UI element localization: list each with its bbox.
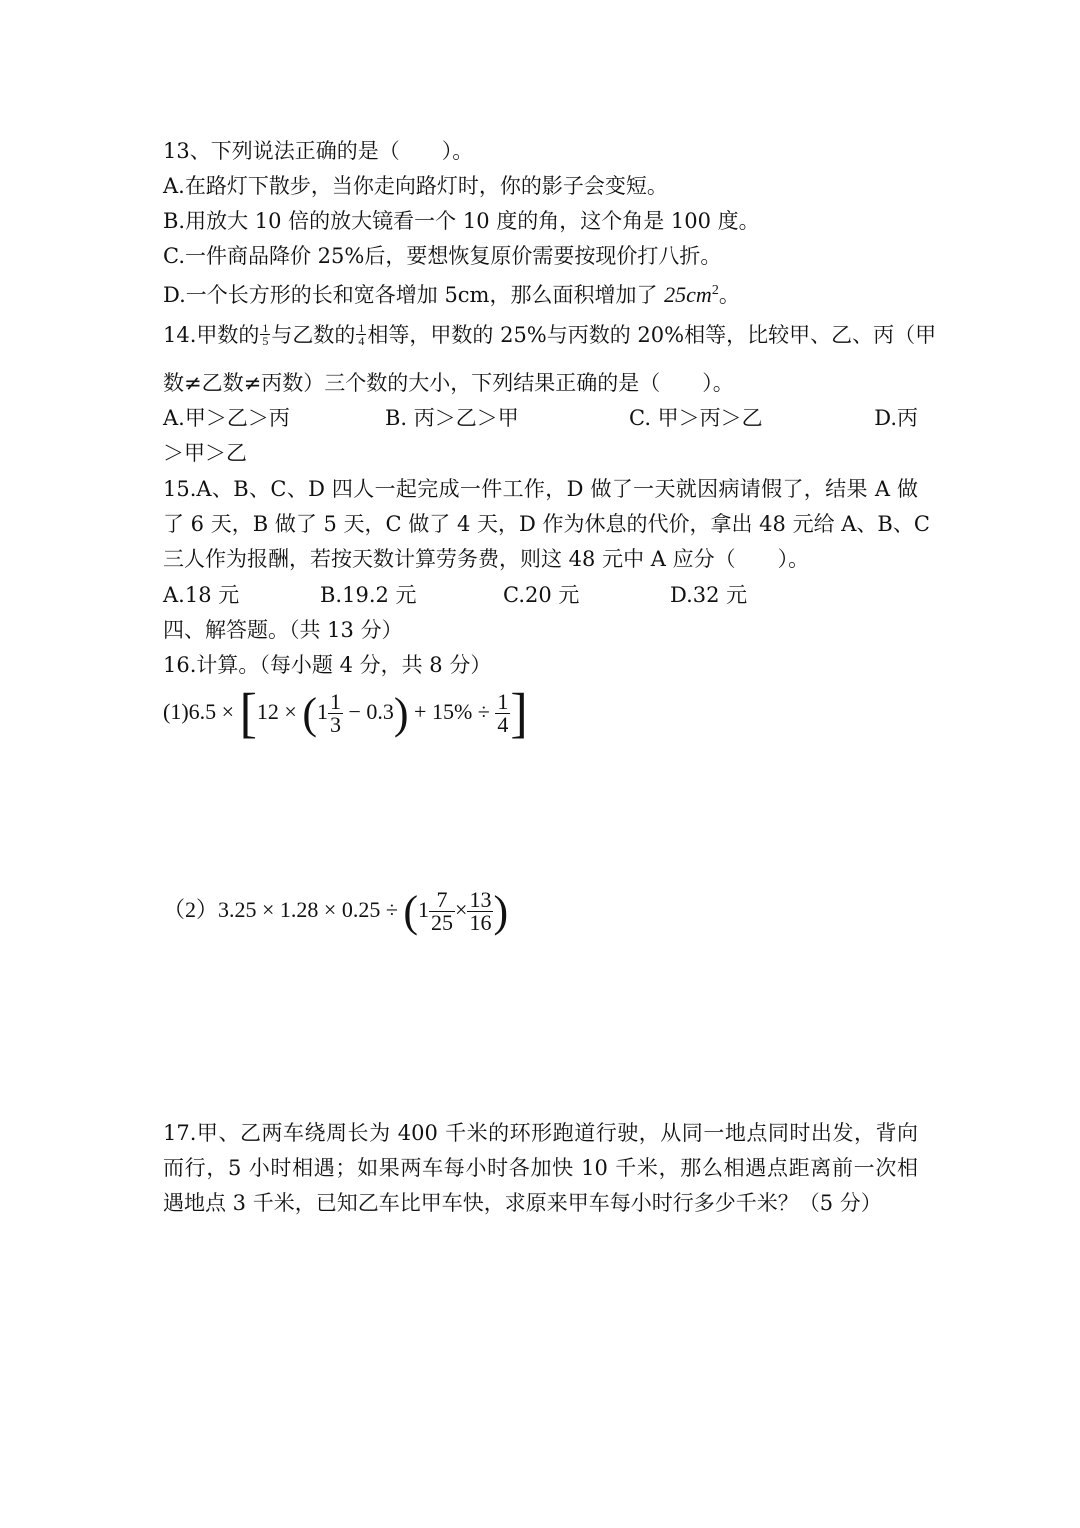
q14-text-1: 14.甲数的 (163, 323, 260, 347)
q16-e1-mixed-numerator: 1 (329, 689, 341, 715)
q13-option-d-text: D.一个长方形的长和宽各增加 5cm，那么面积增加了 (163, 283, 665, 307)
q15-option-b: B.19.2 元 (320, 583, 417, 607)
q16-e1-term-c: + 15% ÷ (408, 699, 496, 724)
q16-title: 16.计算。（每小题 4 分，共 8 分） (163, 653, 492, 677)
q14-option-a: A.甲＞乙＞丙 (163, 406, 290, 430)
q16-e1-left-paren: ( (302, 688, 317, 738)
q16-e1-mixed-whole: 1 (316, 699, 328, 724)
q15-line-1: 15.A、B、C、D 四人一起完成一件工作，D 做了一天就因病请假了，结果 A 做 (163, 477, 918, 501)
q16-e1-fraction (495, 691, 510, 736)
q16-e2-fraction-denominator: 16 (469, 910, 492, 936)
q13-option-a: A.在路灯下散步，当你走向路灯时，你的影子会变短。 (163, 174, 668, 198)
q16-e2-mixed-whole: 1 (418, 897, 430, 922)
q16-e1-right-paren: ) (393, 688, 409, 738)
q17-line-2: 而行，5 小时相遇；如果两车每小时各加快 10 千米，那么相遇点距离前一次相 (163, 1156, 918, 1180)
q16-e1-fraction-denominator: 4 (497, 712, 509, 738)
q14-option-c: C. 甲＞丙＞乙 (629, 406, 763, 430)
q16-e2-times: × (455, 897, 468, 922)
q13-option-d-math: 25cm (664, 282, 712, 307)
q14-text-3: 相等，甲数的 25%与丙数的 20%相等，比较甲、乙、丙（甲 (367, 323, 937, 347)
q16-e1-fraction-numerator: 1 (497, 689, 509, 715)
q16-e2-left-paren: ( (403, 886, 419, 936)
q15-option-a: A.18 元 (163, 583, 240, 607)
q14-option-b: B. 丙＞乙＞甲 (385, 406, 519, 430)
q13-option-b: B.用放大 10 倍的放大镜看一个 10 度的角，这个角是 100 度。 (163, 209, 760, 233)
q16-expression-2 (163, 880, 918, 940)
q16-e1-left-bracket: [ (239, 683, 257, 744)
q16-e2-mixed-numerator: 7 (429, 889, 455, 912)
q14-fraction-1 (260, 322, 270, 347)
q14-options (163, 403, 918, 433)
q14-line-1 (163, 320, 937, 350)
q16-e2-mixed-fraction (429, 889, 455, 934)
q14-fraction-1-denominator: 5 (262, 334, 269, 348)
q16-e2-label: （2）3.25 × 1.28 × 0.25 ÷ (163, 897, 404, 922)
q14-text-2: 与乙数的 (271, 323, 356, 347)
q17-line-3: 遇地点 3 千米，已知乙车比甲车快，求原来甲车每小时行多少千米？（5 分） (163, 1191, 882, 1215)
q15-line-3: 三人作为报酬，若按天数计算劳务费，则这 48 元中 A 应分（ ）。 (163, 547, 810, 571)
q16-e1-term-a: 12 × (256, 699, 303, 724)
q16-e1-term-b: − 0.3 (342, 699, 394, 724)
q16-expression-1 (163, 682, 918, 742)
q14-option-d-continued: ＞甲＞乙 (163, 441, 247, 465)
q16-e2-mixed-denominator: 25 (431, 910, 454, 936)
q14-fraction-1-numerator: 1 (262, 321, 269, 335)
section-4-title: 四、解答题。（共 13 分） (163, 618, 403, 642)
q16-e2-right-paren: ) (493, 886, 509, 936)
q17-line-1: 17.甲、乙两车绕周长为 400 千米的环形跑道行驶，从同一地点同时出发，背向 (163, 1121, 918, 1145)
q15-options (163, 580, 918, 610)
q15-line-2: 了 6 天，B 做了 5 天，C 做了 4 天，D 作为休息的代价，拿出 48 元给 A、B、C (163, 512, 930, 536)
q15-option-d: D.32 元 (670, 583, 748, 607)
q14-fraction-2-numerator: 1 (358, 321, 365, 335)
q16-e1-mixed-fraction (328, 691, 343, 736)
q15-option-c: C.20 元 (503, 583, 580, 607)
q16-e1-mixed-denominator: 3 (329, 712, 341, 738)
q14-option-d: D.丙 (874, 406, 918, 430)
q14-fraction-2 (356, 322, 366, 347)
q13-stem: 13、下列说法正确的是（ ）。 (163, 139, 474, 163)
q13-option-d (163, 276, 918, 310)
q13-option-d-suffix: 。 (718, 283, 740, 307)
q13-option-c: C.一件商品降价 25%后，要想恢复原价需要按现价打八折。 (163, 244, 722, 268)
q16-e1-label: (1)6.5 × (163, 699, 240, 724)
q16-e2-fraction-numerator: 13 (469, 887, 492, 913)
q14-fraction-2-denominator: 4 (358, 334, 365, 348)
q13-option-d-sup: 2 (711, 283, 719, 298)
q16-e1-right-bracket: ] (510, 683, 528, 744)
q16-e2-fraction (467, 889, 493, 934)
q14-line-2: 数≠乙数≠丙数）三个数的大小，下列结果正确的是（ ）。 (163, 371, 734, 395)
